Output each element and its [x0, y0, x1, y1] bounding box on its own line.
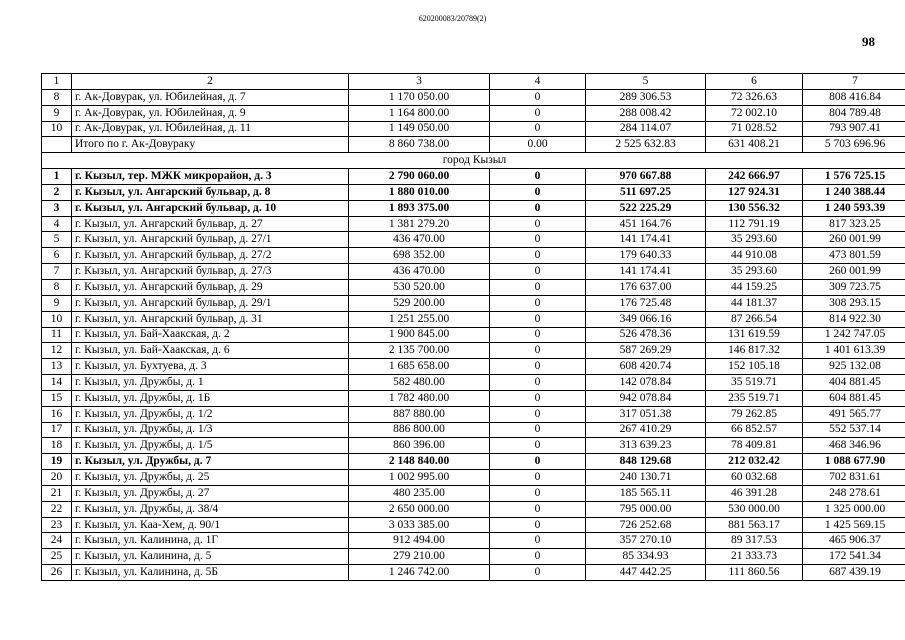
value-cell: 79 262.85: [706, 406, 803, 422]
value-cell: 1 381 279.20: [349, 216, 490, 232]
value-cell: 111 860.56: [706, 565, 803, 581]
row-number: 20: [42, 470, 72, 486]
value-cell: 0: [490, 279, 586, 295]
value-cell: 0: [490, 295, 586, 311]
value-cell: 176 637.00: [586, 279, 706, 295]
value-cell: 491 565.77: [803, 406, 905, 422]
value-cell: 235 519.71: [706, 390, 803, 406]
address-cell: г. Кызыл, ул. Дружбы, д. 7: [72, 454, 349, 470]
value-cell: 529 200.00: [349, 295, 490, 311]
row-number: 6: [42, 248, 72, 264]
header-cell: 1: [42, 74, 72, 90]
value-cell: 0: [490, 121, 586, 137]
value-cell: 887 880.00: [349, 406, 490, 422]
row-number: 15: [42, 390, 72, 406]
address-cell: г. Кызыл, ул. Калинина, д. 5: [72, 549, 349, 565]
value-cell: 1 782 480.00: [349, 390, 490, 406]
address-cell: г. Кызыл, ул. Ангарский бульвар, д. 31: [72, 311, 349, 327]
value-cell: 89 317.53: [706, 533, 803, 549]
value-cell: 185 565.11: [586, 485, 706, 501]
value-cell: 0: [490, 105, 586, 121]
value-cell: 726 252.68: [586, 517, 706, 533]
section-row: [42, 153, 905, 169]
value-cell: 436 470.00: [349, 264, 490, 280]
value-cell: 85 334.93: [586, 549, 706, 565]
value-cell: 1 576 725.15: [803, 169, 905, 185]
address-cell: г. Кызыл, ул. Ангарский бульвар, д. 27/1: [72, 232, 349, 248]
value-cell: 1 880 010.00: [349, 184, 490, 200]
value-cell: 1 149 050.00: [349, 121, 490, 137]
value-cell: 0: [490, 454, 586, 470]
value-cell: 288 008.42: [586, 105, 706, 121]
value-cell: 0: [490, 359, 586, 375]
table-row: [42, 422, 905, 438]
row-number: 10: [42, 121, 72, 137]
address-cell: г. Кызыл, ул. Дружбы, д. 38/4: [72, 501, 349, 517]
value-cell: 0: [490, 216, 586, 232]
address-cell: г. Ак-Довурак, ул. Юбилейная, д. 7: [72, 89, 349, 105]
value-cell: 860 396.00: [349, 438, 490, 454]
value-cell: 0: [490, 311, 586, 327]
row-number: 23: [42, 517, 72, 533]
value-cell: 0: [490, 565, 586, 581]
address-cell: г. Кызыл, ул. Ангарский бульвар, д. 27/2: [72, 248, 349, 264]
table-row: [42, 89, 905, 105]
value-cell: 44 181.37: [706, 295, 803, 311]
table-row: [42, 295, 905, 311]
address-cell: г. Кызыл, ул. Калинина, д. 1Г: [72, 533, 349, 549]
value-cell: 848 129.68: [586, 454, 706, 470]
address-cell: г. Кызыл, ул. Ангарский бульвар, д. 29/1: [72, 295, 349, 311]
value-cell: 0.00: [490, 137, 586, 153]
column-number-header: [42, 74, 905, 90]
subtotal-label: Итого по г. Ак-Довураку: [72, 137, 349, 153]
row-number: 16: [42, 406, 72, 422]
value-cell: 212 032.42: [706, 454, 803, 470]
value-cell: 2 148 840.00: [349, 454, 490, 470]
value-cell: 0: [490, 485, 586, 501]
row-number: 26: [42, 565, 72, 581]
address-cell: г. Кызыл, ул. Дружбы, д. 1: [72, 375, 349, 391]
row-number: 4: [42, 216, 72, 232]
value-cell: 1 164 800.00: [349, 105, 490, 121]
row-number: 10: [42, 311, 72, 327]
value-cell: 0: [490, 343, 586, 359]
value-cell: 1 246 742.00: [349, 565, 490, 581]
value-cell: 1 170 050.00: [349, 89, 490, 105]
row-number: 9: [42, 295, 72, 311]
address-cell: г. Кызыл, ул. Ангарский бульвар, д. 8: [72, 184, 349, 200]
row-number: 21: [42, 485, 72, 501]
address-cell: г. Кызыл, ул. Дружбы, д. 1/3: [72, 422, 349, 438]
value-cell: 8 860 738.00: [349, 137, 490, 153]
value-cell: 349 066.16: [586, 311, 706, 327]
row-number: 7: [42, 264, 72, 280]
value-cell: 141 174.41: [586, 264, 706, 280]
value-cell: 608 420.74: [586, 359, 706, 375]
value-cell: 447 442.25: [586, 565, 706, 581]
page-number: 98: [862, 34, 875, 49]
table-row: [42, 533, 905, 549]
value-cell: 248 278.61: [803, 485, 905, 501]
value-cell: 942 078.84: [586, 390, 706, 406]
address-cell: г. Кызыл, ул. Каа-Хем, д. 90/1: [72, 517, 349, 533]
table-row: [42, 105, 905, 121]
value-cell: 317 051.38: [586, 406, 706, 422]
value-cell: 142 078.84: [586, 375, 706, 391]
value-cell: 130 556.32: [706, 200, 803, 216]
table-row: [42, 232, 905, 248]
table-row: [42, 279, 905, 295]
value-cell: 309 723.75: [803, 279, 905, 295]
value-cell: 357 270.10: [586, 533, 706, 549]
value-cell: 881 563.17: [706, 517, 803, 533]
value-cell: 1 242 747.05: [803, 327, 905, 343]
value-cell: 176 725.48: [586, 295, 706, 311]
subtotal-row: [42, 137, 905, 153]
value-cell: 0: [490, 533, 586, 549]
row-number: 8: [42, 279, 72, 295]
table-row: [42, 517, 905, 533]
value-cell: 60 032.68: [706, 470, 803, 486]
address-cell: г. Кызыл, ул. Ангарский бульвар, д. 29: [72, 279, 349, 295]
table-row: [42, 264, 905, 280]
value-cell: 817 323.25: [803, 216, 905, 232]
value-cell: 0: [490, 549, 586, 565]
row-number: 17: [42, 422, 72, 438]
value-cell: 522 225.29: [586, 200, 706, 216]
row-number: 9: [42, 105, 72, 121]
value-cell: 1 088 677.90: [803, 454, 905, 470]
value-cell: 172 541.34: [803, 549, 905, 565]
row-number: 11: [42, 327, 72, 343]
value-cell: 141 174.41: [586, 232, 706, 248]
address-cell: г. Кызыл, ул. Ангарский бульвар, д. 27/3: [72, 264, 349, 280]
value-cell: 3 033 385.00: [349, 517, 490, 533]
table-row: [42, 549, 905, 565]
value-cell: 1 401 613.39: [803, 343, 905, 359]
value-cell: 46 391.28: [706, 485, 803, 501]
table-body: [42, 74, 905, 581]
value-cell: 702 831.61: [803, 470, 905, 486]
value-cell: 0: [490, 264, 586, 280]
value-cell: 112 791.19: [706, 216, 803, 232]
table-row: [42, 200, 905, 216]
header-cell: 5: [586, 74, 706, 90]
address-cell: г. Кызыл, ул. Дружбы, д. 25: [72, 470, 349, 486]
value-cell: 587 269.29: [586, 343, 706, 359]
value-cell: 35 519.71: [706, 375, 803, 391]
value-cell: 35 293.60: [706, 264, 803, 280]
address-cell: г. Кызыл, ул. Дружбы, д. 1Б: [72, 390, 349, 406]
header-cell: 7: [803, 74, 905, 90]
value-cell: 78 409.81: [706, 438, 803, 454]
table-row: [42, 406, 905, 422]
header-cell: 2: [72, 74, 349, 90]
document-id: 620200083/20789(2): [418, 14, 487, 23]
table-row: [42, 359, 905, 375]
value-cell: 260 001.99: [803, 264, 905, 280]
value-cell: 44 910.08: [706, 248, 803, 264]
table-row: [42, 343, 905, 359]
value-cell: 72 002.10: [706, 105, 803, 121]
row-number: 14: [42, 375, 72, 391]
address-cell: г. Кызыл, ул. Дружбы, д. 27: [72, 485, 349, 501]
value-cell: 526 478.36: [586, 327, 706, 343]
value-cell: 0: [490, 89, 586, 105]
row-number: 12: [42, 343, 72, 359]
value-cell: 1 240 593.39: [803, 200, 905, 216]
value-cell: 152 105.18: [706, 359, 803, 375]
value-cell: 21 333.73: [706, 549, 803, 565]
value-cell: 582 480.00: [349, 375, 490, 391]
table-row: [42, 121, 905, 137]
address-cell: г. Кызыл, ул. Ангарский бульвар, д. 10: [72, 200, 349, 216]
value-cell: 0: [490, 169, 586, 185]
value-cell: 179 640.33: [586, 248, 706, 264]
value-cell: 0: [490, 375, 586, 391]
value-cell: 131 619.59: [706, 327, 803, 343]
row-number: 2: [42, 184, 72, 200]
header-cell: 4: [490, 74, 586, 90]
address-cell: г. Кызыл, тер. МЖК микрорайон, д. 3: [72, 169, 349, 185]
value-cell: 804 789.48: [803, 105, 905, 121]
value-cell: 289 306.53: [586, 89, 706, 105]
table-row: [42, 248, 905, 264]
value-cell: 473 801.59: [803, 248, 905, 264]
row-number: 5: [42, 232, 72, 248]
value-cell: 146 817.32: [706, 343, 803, 359]
address-cell: г. Кызыл, ул. Дружбы, д. 1/5: [72, 438, 349, 454]
address-cell: г. Ак-Довурак, ул. Юбилейная, д. 9: [72, 105, 349, 121]
value-cell: 35 293.60: [706, 232, 803, 248]
value-cell: 970 667.88: [586, 169, 706, 185]
value-cell: 436 470.00: [349, 232, 490, 248]
address-cell: г. Кызыл, ул. Дружбы, д. 1/2: [72, 406, 349, 422]
table-row: [42, 390, 905, 406]
value-cell: 795 000.00: [586, 501, 706, 517]
row-number: 18: [42, 438, 72, 454]
address-cell: г. Ак-Довурак, ул. Юбилейная, д. 11: [72, 121, 349, 137]
value-cell: 698 352.00: [349, 248, 490, 264]
value-cell: 2 525 632.83: [586, 137, 706, 153]
value-cell: 793 907.41: [803, 121, 905, 137]
row-number: 3: [42, 200, 72, 216]
value-cell: 1 251 255.00: [349, 311, 490, 327]
value-cell: 0: [490, 200, 586, 216]
value-cell: 925 132.08: [803, 359, 905, 375]
value-cell: 240 130.71: [586, 470, 706, 486]
value-cell: 279 210.00: [349, 549, 490, 565]
value-cell: 2 650 000.00: [349, 501, 490, 517]
table-row: [42, 216, 905, 232]
value-cell: 465 906.37: [803, 533, 905, 549]
value-cell: 468 346.96: [803, 438, 905, 454]
address-cell: г. Кызыл, ул. Бухтуева, д. 3: [72, 359, 349, 375]
value-cell: 1 900 845.00: [349, 327, 490, 343]
value-cell: 1 425 569.15: [803, 517, 905, 533]
value-cell: 308 293.15: [803, 295, 905, 311]
value-cell: 127 924.31: [706, 184, 803, 200]
value-cell: 1 893 375.00: [349, 200, 490, 216]
value-cell: 2 135 700.00: [349, 343, 490, 359]
value-cell: 0: [490, 406, 586, 422]
table-row: [42, 565, 905, 581]
value-cell: 0: [490, 248, 586, 264]
value-cell: 284 114.07: [586, 121, 706, 137]
value-cell: 0: [490, 470, 586, 486]
value-cell: 0: [490, 517, 586, 533]
value-cell: 0: [490, 422, 586, 438]
value-cell: 530 000.00: [706, 501, 803, 517]
value-cell: 451 164.76: [586, 216, 706, 232]
housing-table: [41, 73, 905, 581]
value-cell: 5 703 696.96: [803, 137, 905, 153]
value-cell: 530 520.00: [349, 279, 490, 295]
table-row: [42, 375, 905, 391]
value-cell: 1 685 658.00: [349, 359, 490, 375]
value-cell: 313 639.23: [586, 438, 706, 454]
value-cell: 0: [490, 327, 586, 343]
section-title: город Кызыл: [42, 153, 905, 169]
value-cell: 0: [490, 232, 586, 248]
value-cell: 66 852.57: [706, 422, 803, 438]
value-cell: 72 326.63: [706, 89, 803, 105]
table-row: [42, 311, 905, 327]
value-cell: 1 240 388.44: [803, 184, 905, 200]
value-cell: 404 881.45: [803, 375, 905, 391]
value-cell: 71 028.52: [706, 121, 803, 137]
row-number: 8: [42, 89, 72, 105]
value-cell: 511 697.25: [586, 184, 706, 200]
table-row: [42, 454, 905, 470]
table-row: [42, 184, 905, 200]
header-cell: 6: [706, 74, 803, 90]
table-row: [42, 169, 905, 185]
row-number: 19: [42, 454, 72, 470]
row-number: 22: [42, 501, 72, 517]
value-cell: 2 790 060.00: [349, 169, 490, 185]
value-cell: 912 494.00: [349, 533, 490, 549]
row-number: 24: [42, 533, 72, 549]
value-cell: 0: [490, 390, 586, 406]
value-cell: 267 410.29: [586, 422, 706, 438]
value-cell: 260 001.99: [803, 232, 905, 248]
table-row: [42, 470, 905, 486]
address-cell: г. Кызыл, ул. Бай-Хаакская, д. 6: [72, 343, 349, 359]
value-cell: 87 266.54: [706, 311, 803, 327]
row-number: 1: [42, 169, 72, 185]
empty-cell: [42, 137, 72, 153]
value-cell: 552 537.14: [803, 422, 905, 438]
address-cell: г. Кызыл, ул. Калинина, д. 5Б: [72, 565, 349, 581]
value-cell: 44 159.25: [706, 279, 803, 295]
value-cell: 631 408.21: [706, 137, 803, 153]
value-cell: 814 922.30: [803, 311, 905, 327]
value-cell: 242 666.97: [706, 169, 803, 185]
value-cell: 0: [490, 438, 586, 454]
address-cell: г. Кызыл, ул. Ангарский бульвар, д. 27: [72, 216, 349, 232]
row-number: 13: [42, 359, 72, 375]
value-cell: 480 235.00: [349, 485, 490, 501]
header-cell: 3: [349, 74, 490, 90]
value-cell: 604 881.45: [803, 390, 905, 406]
value-cell: 0: [490, 501, 586, 517]
value-cell: 1 002 995.00: [349, 470, 490, 486]
table-row: [42, 438, 905, 454]
table-row: [42, 327, 905, 343]
value-cell: 0: [490, 184, 586, 200]
value-cell: 1 325 000.00: [803, 501, 905, 517]
row-number: 25: [42, 549, 72, 565]
table-row: [42, 485, 905, 501]
value-cell: 808 416.84: [803, 89, 905, 105]
value-cell: 687 439.19: [803, 565, 905, 581]
address-cell: г. Кызыл, ул. Бай-Хаакская, д. 2: [72, 327, 349, 343]
table-row: [42, 501, 905, 517]
value-cell: 886 800.00: [349, 422, 490, 438]
